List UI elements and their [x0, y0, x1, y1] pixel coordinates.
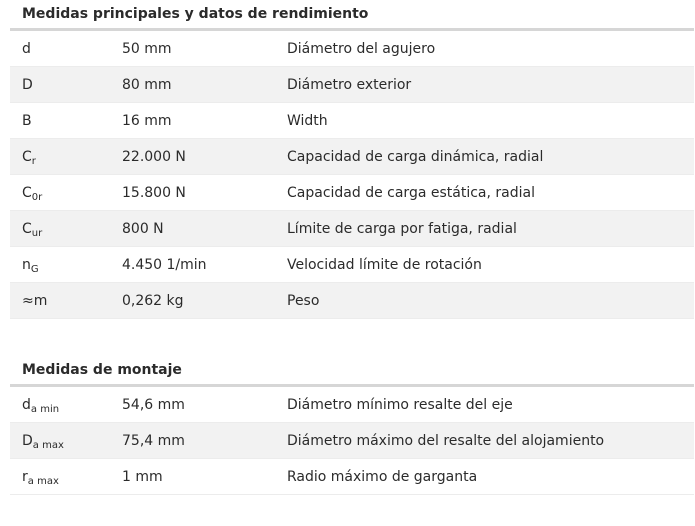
mounting-dimensions-title: Medidas de montaje [22, 362, 182, 378]
symbol-cell: $n_G$ [22, 256, 39, 275]
symbol-cell: d [22, 40, 31, 57]
description-cell: Diámetro exterior [287, 76, 412, 93]
description-cell: Diámetro máximo del resalte del alojamiento [287, 432, 605, 449]
value-cell: 1 mm [122, 468, 163, 485]
description-cell: Peso [287, 292, 320, 309]
symbol-cell: $C_r$ [22, 148, 36, 167]
table-row [10, 459, 694, 495]
symbol-cell: $C_{ur}$ [22, 220, 43, 239]
table-row [10, 247, 694, 283]
description-cell: Velocidad límite de rotación [287, 256, 482, 273]
main-dimensions-title: Medidas principales y datos de rendimiento [22, 6, 369, 22]
table-row [10, 139, 694, 175]
value-cell: 4.450 1/min [122, 256, 207, 273]
value-cell: 50 mm [122, 40, 172, 57]
value-cell: 80 mm [122, 76, 172, 93]
value-cell: 15.800 N [122, 184, 186, 201]
table-row [10, 103, 694, 139]
value-cell: 0,262 kg [122, 292, 184, 309]
mounting-dimensions-table [10, 387, 694, 495]
symbol-cell: ≈m [22, 292, 48, 309]
symbol-cell: $r_{a max}$ [22, 468, 59, 487]
symbol-cell: D [22, 76, 33, 93]
description-cell: Width [287, 112, 328, 129]
symbol-cell: $C_{0r}$ [22, 184, 43, 203]
table-row [10, 67, 694, 103]
table-row [10, 211, 694, 247]
description-cell: Diámetro mínimo resalte del eje [287, 396, 513, 413]
value-cell: 54,6 mm [122, 396, 185, 413]
symbol-cell: $d_{a min}$ [22, 396, 60, 415]
table-row [10, 31, 694, 67]
value-cell: 75,4 mm [122, 432, 185, 449]
table-row [10, 283, 694, 319]
mounting-dimensions-section [10, 356, 694, 495]
description-cell: Límite de carga por fatiga, radial [287, 220, 517, 237]
table-row [10, 387, 694, 423]
main-dimensions-table [10, 31, 694, 319]
table-row [10, 175, 694, 211]
table-row [10, 423, 694, 459]
description-cell: Capacidad de carga estática, radial [287, 184, 535, 201]
value-cell: 800 N [122, 220, 164, 237]
description-cell: Radio máximo de garganta [287, 468, 478, 485]
symbol-cell: B [22, 112, 32, 129]
value-cell: 16 mm [122, 112, 172, 129]
description-cell: Capacidad de carga dinámica, radial [287, 148, 544, 165]
description-cell: Diámetro del agujero [287, 40, 436, 57]
symbol-cell: $D_{a max}$ [22, 432, 64, 451]
main-dimensions-section [10, 0, 694, 319]
value-cell: 22.000 N [122, 148, 186, 165]
